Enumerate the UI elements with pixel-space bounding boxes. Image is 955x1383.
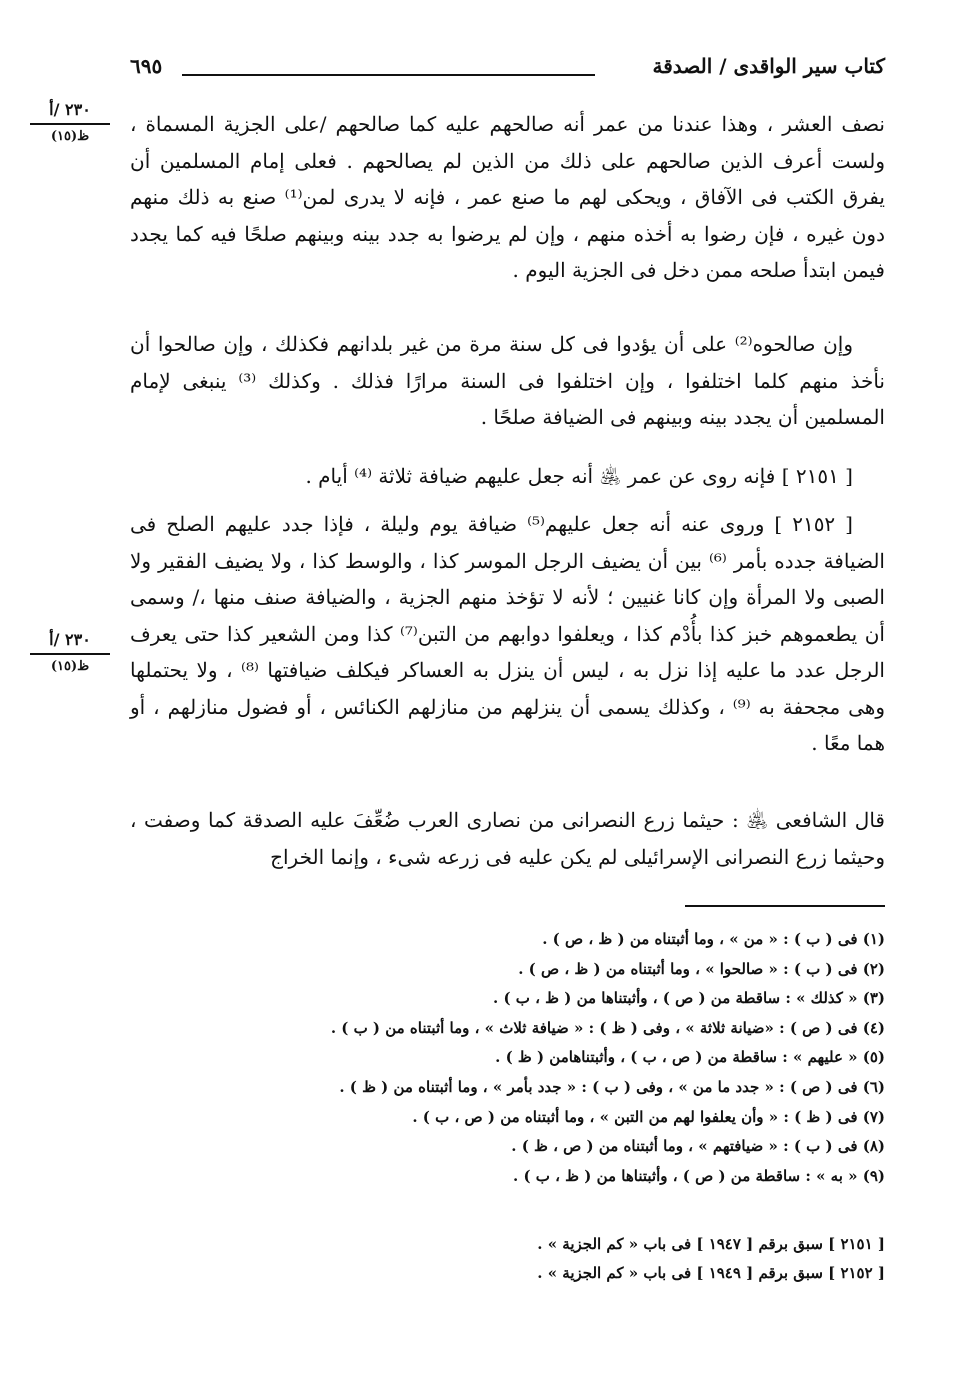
- paragraph-text: [ ٢١٥٢ ] وروى عنه أنه جعل عليهم⁽⁵⁾ ضيافة يوم وليلة ، فإذا جدد عليهم الصلح فى الضيافة جدده بأمر ⁽⁶⁾ بين أن يضيف الرجل الموسر كذا ، والوسط كذا ، ولا يضيف الفقير ولا الصبى ولا المرأة وإن كانا غنيين ؛ لأنه لا تؤخذ منهم الجزية ، والضيافة صنف منها ،/ وسمى أن يطعموهم خبز كذا بأُدْم كذا ، ويعلفوا دوابهم من التبن⁽⁷⁾ كذا ومن الشعير كذا حتى يعرف الرجل عدد ما عليه إذا نزل به ، ليس أن ينزل به العساكر فيكلف ضيافتها ⁽⁸⁾ ، ولا يحتملها وهى مجحفة به ⁽⁹⁾ ، وكذلك يسمى أن ينزلهم من منازلهم الكنائس ، أو فضول منازلهم ، أو هما معًا .: [130, 512, 885, 755]
- cross-references: [300, 1230, 885, 1288]
- footnote: (٩) « به » : ساقطة من ( ص ) ، وأثبتناها من ( ظ ، ب ) .: [513, 1166, 885, 1185]
- footnote: (٧) فى ( ظ ) : « وأن يعلفوا لهم من التبن » ، وما أثبتناه من ( ص ، ب ) .: [412, 1107, 885, 1126]
- paragraph-text: قال الشافعى ﵁ : حيثما زرع النصرانى من نصارى العرب ضُعِّفَ عليه الصدقة كما وصفت ، وحيثما زرع النصرانى الإسرائيلى لم يكن عليه فى زرعه شىء ، وإنما الخراج: [130, 808, 885, 869]
- body-paragraph: [130, 802, 885, 875]
- footnotes: [160, 925, 885, 1191]
- margin-folio-source: ظ(١٥): [50, 659, 90, 674]
- body-paragraph: [130, 506, 885, 762]
- paragraph-text: وإن صالحوه⁽²⁾ على أن يؤدوا فى كل سنة مرة من غير بلدانهم فكذلك ، وإن صالحوا أن نأخذ منهم كلما اختلفوا ، وإن اختلفوا فى السنة مرارًا فذلك . وكذلك ⁽³⁾ ينبغى لإمام المسلمين أن يجدد بينه وبينهم فى الضيافة صلحًا .: [130, 332, 885, 429]
- cross-reference: [ ٢١٥٢ ] سبق برقم [ ١٩٤٩ ] فى باب « كم الجزية » .: [537, 1264, 885, 1282]
- footnote: (٢) فى ( ب ) : « صالحوا » ، وما أثبتناه من ( ظ ، ص ) .: [518, 959, 885, 978]
- footnote: (٦) فى ( ص ) : « جدد ما من » ، وفى ( ب ) : « جدد بأمر » ، وما أثبتناه من ( ظ ) .: [339, 1077, 885, 1096]
- page-number: ٦٩٥: [130, 54, 163, 78]
- running-header: [120, 54, 885, 94]
- footnote: (١) فى ( ب ) : « من » ، وما أثبتناه من ( ظ ، ص ) .: [542, 930, 885, 948]
- footnote: (٥) « عليهم » : ساقطة من ( ص ، ب ) ، وأثبتناهامن ( ظ ) .: [495, 1048, 885, 1067]
- body-paragraph: [130, 326, 885, 436]
- cross-reference: [ ٢١٥١ ] سبق برقم [ ١٩٤٧ ] فى باب « كم الجزية » .: [537, 1235, 885, 1253]
- footnote: (٨) فى ( ب ) : « ضيافتهم » ، وما أثبتناه من ( ص ، ظ ) .: [511, 1137, 885, 1156]
- margin-folio-number: ٢٣٠ /أ: [30, 630, 110, 655]
- header-rule: [182, 74, 595, 76]
- margin-folio-ref: [30, 100, 110, 144]
- footnote: (٣) « كذلك » : ساقطة من ( ص ) ، وأثبتناها من ( ظ ، ب ) .: [493, 989, 885, 1008]
- footnote: (٤) فى ( ص ) : «ضيانة ثلاثة » ، وفى ( ظ ) : « ضيافة ثلاث » ، وما أثبتناه من ( ب ) .: [330, 1018, 885, 1037]
- footnote-rule: [685, 905, 885, 907]
- header-title: كتاب سير الواقدى / الصدقة: [652, 54, 885, 78]
- margin-folio-source: ظ(١٥): [50, 129, 90, 144]
- paragraph-text: نصف العشر ، وهذا عندنا من عمر أنه صالحهم عليه كما صالحهم /على الجزية المسماة ، ولست أعرف الذين صالحهم على ذلك من الذين لم يصالحهم . فعلى إمام المسلمين أن يفرق الكتب فى الآفاق ، ويحكى لهم ما صنع عمر ، فإنه لا يدرى لمن⁽¹⁾ صنع به ذلك منهم دون غيره ، فإن رضوا به أخذه منهم ، وإن لم يرضوا به جدد بينه وبينهم صلحًا فيه كما يجدد فيمن ابتدأ صلحه ممن دخل فى الجزية اليوم .: [130, 112, 885, 282]
- margin-folio-number: ٢٣٠ /أ: [30, 100, 110, 125]
- margin-folio-ref: [30, 630, 110, 674]
- body-paragraph: [130, 106, 885, 289]
- paragraph-text: [ ٢١٥١ ] فإنه روى عن عمر ﵁ أنه جعل عليهم ضيافة ثلاثة ⁽⁴⁾ أيام .: [305, 464, 853, 488]
- body-paragraph: [130, 458, 885, 495]
